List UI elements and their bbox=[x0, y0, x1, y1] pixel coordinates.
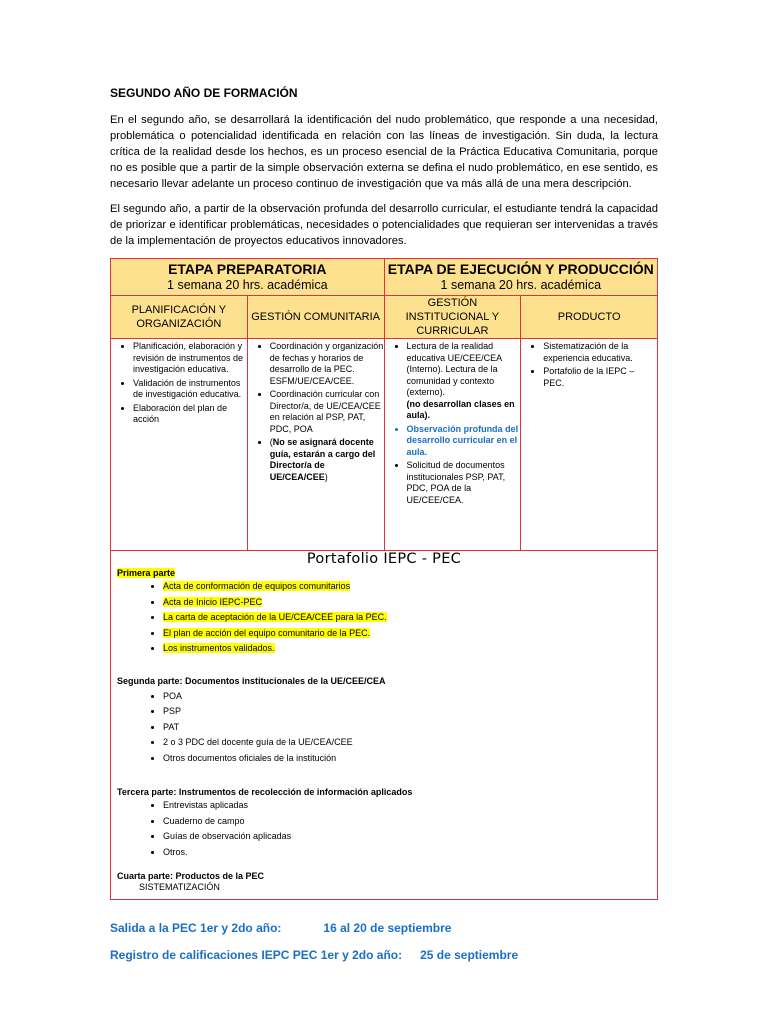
institutional-cell bbox=[384, 339, 521, 551]
list-item: • Entrevistas aplicadas bbox=[163, 798, 657, 814]
list-item: • Cuaderno de campo bbox=[163, 814, 657, 830]
portfolio-cell bbox=[111, 551, 658, 900]
column-header-community: GESTIÓN COMUNITARIA bbox=[247, 296, 384, 339]
paragraph-2: El segundo año, a partir de la observación profunda del desarrollo curricular, el estudiante tendrá la capacidad de priorizar e identificar problemáticas, necesidades o potencialidades que requieran ser intervenidas a través de la implementación de proyectos educativos innovadores. bbox=[110, 203, 658, 247]
section-heading: SEGUNDO AÑO DE FORMACIÓN bbox=[110, 86, 298, 100]
list-item: • Guías de observación aplicadas bbox=[163, 829, 657, 845]
part3-label: Tercera parte: Instrumentos de recolección de información aplicados bbox=[117, 787, 413, 797]
community-cell bbox=[247, 339, 384, 551]
footer-line-2 bbox=[110, 948, 518, 962]
footer-line-1 bbox=[110, 921, 451, 935]
list-item: • Solicitud de documentos institucionales PSP, PAT, PDC, POA de la UE/CEE/CEA. bbox=[407, 460, 521, 506]
list-item: • El plan de acción del equipo comunitario de la PEC. bbox=[163, 626, 657, 642]
list-item: • La carta de aceptación de la UE/CEA/CEE para la PEC. bbox=[163, 610, 657, 626]
footer-value-1: 16 al 20 de septiembre bbox=[323, 921, 452, 935]
stage-execution-subtitle: 1 semana 20 hrs. académica bbox=[440, 278, 602, 292]
list-item: • Acta de conformación de equipos comunitarios bbox=[163, 579, 657, 595]
document-page bbox=[110, 86, 658, 900]
list-item: • POA bbox=[163, 689, 657, 705]
planning-cell bbox=[111, 339, 248, 551]
list-item: • Coordinación curricular con Director/a, de UE/CEA/CEE en relación al PSP, PAT, PDC, POA bbox=[270, 389, 384, 435]
list-item: • Los instrumentos validados. bbox=[163, 641, 657, 657]
list-item: • PSP bbox=[163, 704, 657, 720]
stage-preparatory-subtitle: 1 semana 20 hrs. académica bbox=[167, 278, 328, 292]
paragraph-1: En el segundo año, se desarrollará la identificación del nudo problemático, que responde a una necesidad, problemática o potencialidad identificada en relación con las líneas de investigación. Sin duda, la lectura crítica de la realidad desde los hechos, es un proceso esencial de la Práctica Educativa Comunitaria, porque no es posible que a partir de la simple observación externa se defina el nudo problemático, en ese sentido, es necesario llevar adelante un proceso continuo de investigación que va más allá de una mera descripción. bbox=[110, 114, 658, 190]
list-item: • Otros. bbox=[163, 845, 657, 861]
column-header-institutional: GESTIÓN INSTITUCIONAL Y CURRICULAR bbox=[384, 296, 521, 339]
list-item: • 2 o 3 PDC del docente guía de la UE/CEA/CEE bbox=[163, 735, 657, 751]
stage-preparatory-header bbox=[111, 259, 385, 296]
footer-label-2: Registro de calificaciones IEPC PEC 1er y 2do año: bbox=[110, 948, 403, 962]
list-item: • Otros documentos oficiales de la institución bbox=[163, 751, 657, 767]
list-item: • (No se asignará docente guía, estarán a cargo del Director/a de UE/CEA/CEE) bbox=[270, 437, 384, 483]
part1-label: Primera parte bbox=[117, 568, 176, 578]
part2-label: Segunda parte: Documentos institucionales de la UE/CEE/CEA bbox=[117, 675, 386, 686]
list-item: • Planificación, elaboración y revisión de instrumentos de investigación educativa. bbox=[133, 341, 247, 376]
stage-preparatory-title: ETAPA PREPARATORIA bbox=[168, 261, 327, 277]
stage-execution-title: ETAPA DE EJECUCIÓN Y PRODUCCIÓN bbox=[387, 261, 654, 277]
list-item-text: Lectura de la realidad educativa UE/CEE/CEA (Interno). Lectura de la comunidad y contexto (externo). bbox=[406, 341, 502, 397]
bold-note: (no desarrollan clases en aula). bbox=[406, 398, 515, 420]
list-item: • Acta de Inicio IEPC-PEC bbox=[163, 595, 657, 611]
column-header-planning: PLANIFICACIÓN Y ORGANIZACIÓN bbox=[111, 296, 248, 339]
part4-item: SISTEMATIZACIÓN bbox=[139, 882, 220, 892]
portfolio-title: Portafolio IEPC - PEC bbox=[306, 551, 462, 567]
column-header-product: PRODUCTO bbox=[521, 296, 658, 339]
bold-note: No se asignará docente guía, estarán a cargo del Director/a de UE/CEA/CEE bbox=[269, 437, 376, 482]
list-item: • Elaboración del plan de acción bbox=[133, 403, 247, 426]
list-item-highlight: • Observación profunda del desarrollo curricular en el aula. bbox=[407, 424, 521, 459]
list-item bbox=[407, 341, 521, 422]
stages-table bbox=[110, 258, 658, 900]
list-item: • Sistematización de la experiencia educativa. bbox=[543, 341, 657, 364]
footer-label-1: Salida a la PEC 1er y 2do año: bbox=[110, 921, 282, 935]
product-cell bbox=[521, 339, 658, 551]
list-item: • Coordinación y organización de fechas y horarios de desarrollo de la PEC. ESFM/UE/CEA/CEE. bbox=[270, 341, 384, 387]
part4-label: Cuarta parte: Productos de la PEC bbox=[117, 871, 265, 881]
stage-execution-header bbox=[384, 259, 657, 296]
footer-value-2: 25 de septiembre bbox=[420, 948, 519, 962]
list-item: • Portafolio de la IEPC – PEC. bbox=[543, 366, 657, 389]
list-item: • PAT bbox=[163, 720, 657, 736]
list-item: • Validación de instrumentos de investigación educativa. bbox=[133, 378, 247, 401]
